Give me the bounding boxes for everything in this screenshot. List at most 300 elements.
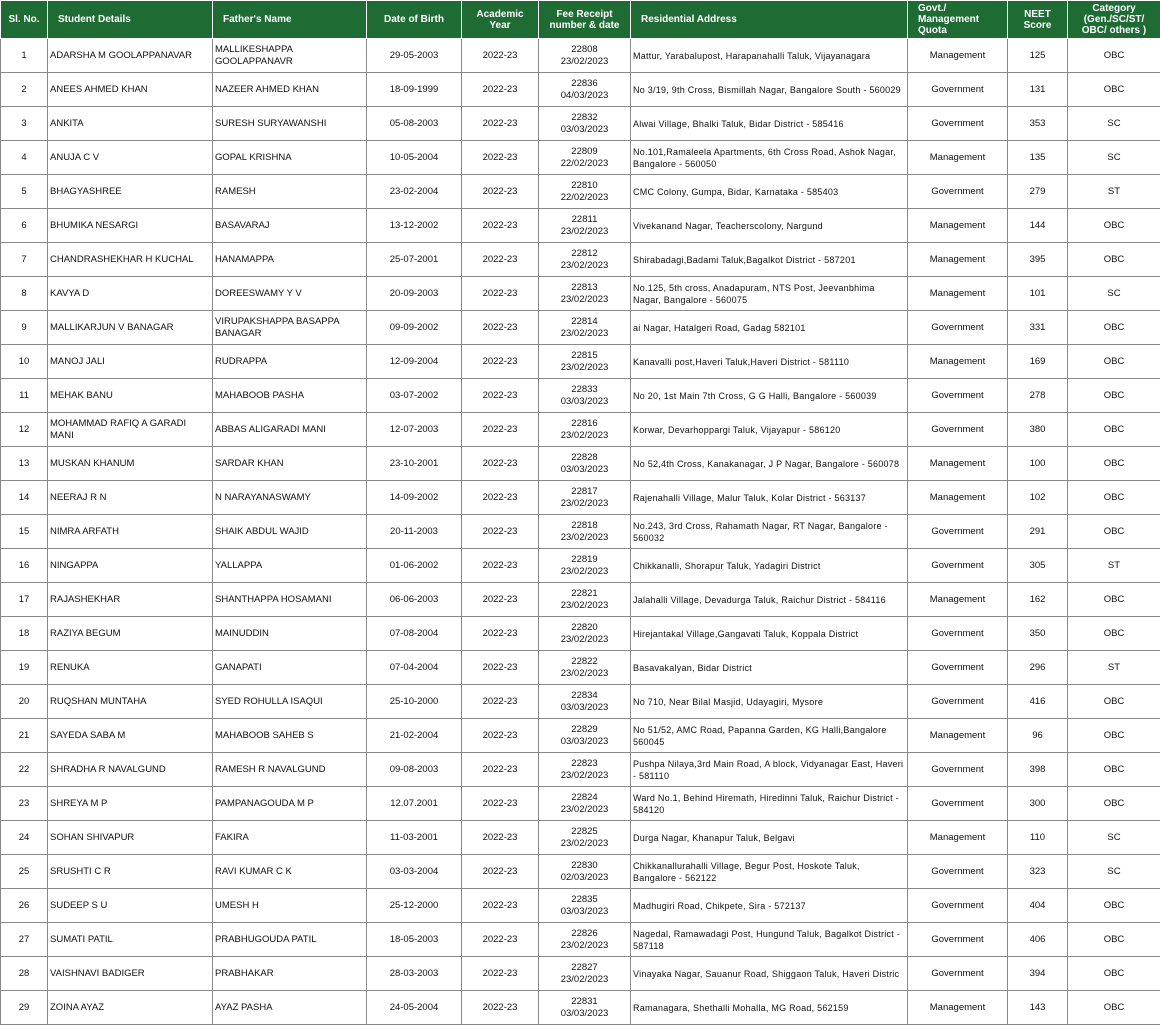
cell-address: Mattur, Yarabalupost, Harapanahalli Taluk, Vijayanagara (631, 39, 908, 73)
cell-address: No 710, Near Bilal Masjid, Udayagiri, Mysore (631, 685, 908, 719)
cell-student-name: RAJASHEKHAR (48, 583, 213, 617)
cell-quota: Management (908, 243, 1008, 277)
cell-sl-no: 17 (1, 583, 48, 617)
receipt-number: 22829 (571, 723, 598, 735)
cell-father-name: SURESH SURYAWANSHI (213, 107, 367, 141)
table-row (1, 515, 1160, 549)
cell-date-of-birth: 01-06-2002 (367, 549, 462, 583)
table-row (1, 617, 1160, 651)
receipt-date: 23/02/2023 (560, 327, 609, 339)
cell-father-name: MAINUDDIN (213, 617, 367, 651)
table-row (1, 345, 1160, 379)
header-category: Category (Gen./SC/ST/ OBC/ others ) (1068, 1, 1160, 39)
cell-fee-receipt (539, 821, 631, 855)
cell-quota: Government (908, 379, 1008, 413)
cell-fee-receipt (539, 549, 631, 583)
cell-sl-no: 11 (1, 379, 48, 413)
cell-date-of-birth: 12.07.2001 (367, 787, 462, 821)
cell-quota: Government (908, 549, 1008, 583)
cell-neet-score: 300 (1008, 787, 1068, 821)
cell-sl-no: 3 (1, 107, 48, 141)
table-row (1, 243, 1160, 277)
receipt-number: 22808 (571, 43, 598, 55)
cell-fee-receipt (539, 243, 631, 277)
header-neet-score: NEET Score (1008, 1, 1068, 39)
cell-academic-year: 2022-23 (462, 175, 539, 209)
table-row (1, 753, 1160, 787)
cell-fee-receipt (539, 583, 631, 617)
cell-father-name: MALLIKESHAPPA GOOLAPPANAVR (213, 39, 367, 73)
receipt-number: 22811 (571, 213, 598, 225)
cell-sl-no: 24 (1, 821, 48, 855)
cell-date-of-birth: 10-05-2004 (367, 141, 462, 175)
cell-address: Jalahalli Village, Devadurga Taluk, Raichur District - 584116 (631, 583, 908, 617)
table-row (1, 73, 1160, 107)
cell-academic-year: 2022-23 (462, 39, 539, 73)
cell-quota: Government (908, 651, 1008, 685)
cell-category: OBC (1068, 787, 1160, 821)
cell-fee-receipt (539, 379, 631, 413)
table-row (1, 39, 1160, 73)
cell-category: OBC (1068, 379, 1160, 413)
cell-date-of-birth: 14-09-2002 (367, 481, 462, 515)
cell-fee-receipt (539, 617, 631, 651)
cell-father-name: BASAVARAJ (213, 209, 367, 243)
cell-date-of-birth: 11-03-2001 (367, 821, 462, 855)
cell-neet-score: 101 (1008, 277, 1068, 311)
table-header (1, 1, 1160, 39)
cell-student-name: SUMATI PATIL (48, 923, 213, 957)
cell-father-name: PRABHAKAR (213, 957, 367, 991)
cell-quota: Government (908, 787, 1008, 821)
cell-fee-receipt (539, 719, 631, 753)
cell-quota: Government (908, 923, 1008, 957)
cell-category: OBC (1068, 719, 1160, 753)
receipt-number: 22824 (571, 791, 598, 803)
cell-sl-no: 7 (1, 243, 48, 277)
cell-fee-receipt (539, 787, 631, 821)
table-row (1, 719, 1160, 753)
cell-sl-no: 20 (1, 685, 48, 719)
cell-category: ST (1068, 549, 1160, 583)
cell-father-name: SHANTHAPPA HOSAMANI (213, 583, 367, 617)
cell-student-name: NIMRA ARFATH (48, 515, 213, 549)
receipt-date: 23/02/2023 (560, 497, 609, 509)
cell-academic-year: 2022-23 (462, 277, 539, 311)
receipt-number: 22821 (571, 587, 598, 599)
cell-address: Korwar, Devarhoppargi Taluk, Vijayapur - 586120 (631, 413, 908, 447)
cell-student-name: ADARSHA M GOOLAPPANAVAR (48, 39, 213, 73)
receipt-number: 22830 (571, 859, 598, 871)
cell-neet-score: 323 (1008, 855, 1068, 889)
cell-category: OBC (1068, 73, 1160, 107)
cell-academic-year: 2022-23 (462, 651, 539, 685)
cell-category: SC (1068, 141, 1160, 175)
cell-academic-year: 2022-23 (462, 515, 539, 549)
cell-neet-score: 353 (1008, 107, 1068, 141)
header-fee-receipt: Fee Receipt number & date (539, 1, 631, 39)
cell-fee-receipt (539, 957, 631, 991)
receipt-number: 22833 (571, 383, 598, 395)
cell-father-name: ABBAS ALIGARADI MANI (213, 413, 367, 447)
cell-quota: Management (908, 991, 1008, 1025)
cell-sl-no: 6 (1, 209, 48, 243)
cell-quota: Management (908, 583, 1008, 617)
cell-student-name: RAZIYA BEGUM (48, 617, 213, 651)
table-row (1, 107, 1160, 141)
cell-academic-year: 2022-23 (462, 243, 539, 277)
cell-father-name: RAMESH R NAVALGUND (213, 753, 367, 787)
receipt-date: 23/02/2023 (560, 429, 609, 441)
cell-fee-receipt (539, 73, 631, 107)
table-row (1, 481, 1160, 515)
cell-father-name: UMESH H (213, 889, 367, 923)
cell-father-name: HANAMAPPA (213, 243, 367, 277)
cell-academic-year: 2022-23 (462, 923, 539, 957)
cell-address: Ward No.1, Behind Hiremath, Hiredinni Taluk, Raichur District - 584120 (631, 787, 908, 821)
cell-father-name: GOPAL KRISHNA (213, 141, 367, 175)
cell-category: OBC (1068, 481, 1160, 515)
table-row (1, 821, 1160, 855)
receipt-number: 22816 (571, 417, 598, 429)
cell-fee-receipt (539, 175, 631, 209)
cell-date-of-birth: 07-04-2004 (367, 651, 462, 685)
cell-quota: Management (908, 209, 1008, 243)
receipt-number: 22836 (571, 77, 598, 89)
cell-quota: Government (908, 107, 1008, 141)
cell-fee-receipt (539, 311, 631, 345)
cell-category: OBC (1068, 345, 1160, 379)
cell-quota: Management (908, 141, 1008, 175)
cell-quota: Government (908, 413, 1008, 447)
receipt-date: 23/02/2023 (560, 225, 609, 237)
receipt-date: 23/02/2023 (560, 803, 609, 815)
receipt-date: 03/03/2023 (560, 735, 609, 747)
receipt-date: 03/03/2023 (560, 123, 609, 135)
table-row (1, 209, 1160, 243)
receipt-number: 22823 (571, 757, 598, 769)
receipt-number: 22814 (571, 315, 598, 327)
cell-sl-no: 22 (1, 753, 48, 787)
cell-address: Ramanagara, Shethalli Mohalla, MG Road, 562159 (631, 991, 908, 1025)
cell-category: OBC (1068, 447, 1160, 481)
cell-date-of-birth: 12-07-2003 (367, 413, 462, 447)
receipt-date: 23/02/2023 (560, 599, 609, 611)
cell-category: OBC (1068, 515, 1160, 549)
cell-address: Chikkanalli, Shorapur Taluk, Yadagiri District (631, 549, 908, 583)
cell-sl-no: 18 (1, 617, 48, 651)
receipt-number: 22820 (571, 621, 598, 633)
receipt-number: 22832 (571, 111, 598, 123)
cell-neet-score: 110 (1008, 821, 1068, 855)
cell-date-of-birth: 18-05-2003 (367, 923, 462, 957)
receipt-date: 02/03/2023 (560, 871, 609, 883)
cell-academic-year: 2022-23 (462, 753, 539, 787)
cell-neet-score: 162 (1008, 583, 1068, 617)
cell-address: Durga Nagar, Khanapur Taluk, Belgavi (631, 821, 908, 855)
cell-father-name: SYED ROHULLA ISAQUI (213, 685, 367, 719)
cell-category: OBC (1068, 957, 1160, 991)
cell-quota: Government (908, 311, 1008, 345)
cell-category: ST (1068, 651, 1160, 685)
receipt-date: 22/02/2023 (560, 191, 609, 203)
cell-student-name: BHUMIKA NESARGI (48, 209, 213, 243)
cell-academic-year: 2022-23 (462, 991, 539, 1025)
cell-date-of-birth: 03-03-2004 (367, 855, 462, 889)
receipt-date: 23/02/2023 (560, 361, 609, 373)
cell-father-name: RAVI KUMAR C K (213, 855, 367, 889)
cell-quota: Government (908, 515, 1008, 549)
cell-sl-no: 13 (1, 447, 48, 481)
cell-father-name: AYAZ PASHA (213, 991, 367, 1025)
cell-sl-no: 16 (1, 549, 48, 583)
cell-student-name: RENUKA (48, 651, 213, 685)
header-sl-no: Sl. No. (1, 1, 48, 39)
cell-neet-score: 96 (1008, 719, 1068, 753)
table-row (1, 923, 1160, 957)
cell-academic-year: 2022-23 (462, 617, 539, 651)
cell-category: OBC (1068, 991, 1160, 1025)
cell-academic-year: 2022-23 (462, 447, 539, 481)
cell-fee-receipt (539, 209, 631, 243)
receipt-date: 23/02/2023 (560, 769, 609, 781)
cell-academic-year: 2022-23 (462, 73, 539, 107)
table-row (1, 583, 1160, 617)
header-fathers-name: Father's Name (213, 1, 367, 39)
cell-neet-score: 135 (1008, 141, 1068, 175)
cell-sl-no: 28 (1, 957, 48, 991)
cell-academic-year: 2022-23 (462, 209, 539, 243)
cell-category: OBC (1068, 685, 1160, 719)
cell-student-name: NEERAJ R N (48, 481, 213, 515)
cell-sl-no: 9 (1, 311, 48, 345)
cell-father-name: YALLAPPA (213, 549, 367, 583)
cell-date-of-birth: 24-05-2004 (367, 991, 462, 1025)
cell-address: No 52,4th Cross, Kanakanagar, J P Nagar, Bangalore - 560078 (631, 447, 908, 481)
receipt-number: 22831 (571, 995, 598, 1007)
cell-student-name: ANKITA (48, 107, 213, 141)
cell-neet-score: 125 (1008, 39, 1068, 73)
cell-academic-year: 2022-23 (462, 141, 539, 175)
table-row (1, 991, 1160, 1025)
cell-quota: Government (908, 175, 1008, 209)
cell-date-of-birth: 20-11-2003 (367, 515, 462, 549)
cell-fee-receipt (539, 515, 631, 549)
cell-neet-score: 331 (1008, 311, 1068, 345)
table-row (1, 311, 1160, 345)
cell-student-name: MOHAMMAD RAFIQ A GARADI MANI (48, 413, 213, 447)
cell-sl-no: 5 (1, 175, 48, 209)
cell-date-of-birth: 06-06-2003 (367, 583, 462, 617)
table-row (1, 379, 1160, 413)
cell-category: OBC (1068, 583, 1160, 617)
header-date-of-birth: Date of Birth (367, 1, 462, 39)
receipt-number: 22825 (571, 825, 598, 837)
table-body (1, 39, 1160, 1025)
cell-student-name: CHANDRASHEKHAR H KUCHAL (48, 243, 213, 277)
cell-address: No.243, 3rd Cross, Rahamath Nagar, RT Nagar, Bangalore - 560032 (631, 515, 908, 549)
cell-sl-no: 15 (1, 515, 48, 549)
cell-neet-score: 406 (1008, 923, 1068, 957)
cell-father-name: FAKIRA (213, 821, 367, 855)
cell-quota: Management (908, 821, 1008, 855)
cell-sl-no: 14 (1, 481, 48, 515)
cell-student-name: BHAGYASHREE (48, 175, 213, 209)
cell-date-of-birth: 12-09-2004 (367, 345, 462, 379)
cell-father-name: MAHABOOB PASHA (213, 379, 367, 413)
cell-academic-year: 2022-23 (462, 583, 539, 617)
cell-fee-receipt (539, 447, 631, 481)
receipt-date: 23/02/2023 (560, 973, 609, 985)
cell-address: Vinayaka Nagar, Sauanur Road, Shiggaon Taluk, Haveri Distric (631, 957, 908, 991)
cell-student-name: SRUSHTI C R (48, 855, 213, 889)
cell-address: Madhugiri Road, Chikpete, Sira - 572137 (631, 889, 908, 923)
cell-category: OBC (1068, 617, 1160, 651)
cell-academic-year: 2022-23 (462, 549, 539, 583)
table-row (1, 141, 1160, 175)
cell-father-name: SARDAR KHAN (213, 447, 367, 481)
cell-category: OBC (1068, 311, 1160, 345)
cell-fee-receipt (539, 651, 631, 685)
cell-fee-receipt (539, 481, 631, 515)
cell-fee-receipt (539, 107, 631, 141)
cell-sl-no: 4 (1, 141, 48, 175)
cell-student-name: MANOJ JALI (48, 345, 213, 379)
cell-sl-no: 2 (1, 73, 48, 107)
cell-category: ST (1068, 175, 1160, 209)
cell-fee-receipt (539, 39, 631, 73)
cell-address: Chikkanallurahalli Village, Begur Post, Hoskote Taluk, Bangalore - 562122 (631, 855, 908, 889)
cell-neet-score: 404 (1008, 889, 1068, 923)
cell-academic-year: 2022-23 (462, 311, 539, 345)
cell-neet-score: 169 (1008, 345, 1068, 379)
cell-neet-score: 350 (1008, 617, 1068, 651)
receipt-date: 03/03/2023 (560, 395, 609, 407)
cell-neet-score: 279 (1008, 175, 1068, 209)
table-row (1, 447, 1160, 481)
cell-address: Alwai Village, Bhalki Taluk, Bidar District - 585416 (631, 107, 908, 141)
cell-category: OBC (1068, 243, 1160, 277)
receipt-number: 22827 (571, 961, 598, 973)
cell-neet-score: 144 (1008, 209, 1068, 243)
cell-student-name: SOHAN SHIVAPUR (48, 821, 213, 855)
cell-category: OBC (1068, 413, 1160, 447)
cell-student-name: RUQSHAN MUNTAHA (48, 685, 213, 719)
cell-address: Vivekanand Nagar, Teacherscolony, Nargund (631, 209, 908, 243)
cell-father-name: PRABHUGOUDA PATIL (213, 923, 367, 957)
cell-academic-year: 2022-23 (462, 481, 539, 515)
cell-neet-score: 131 (1008, 73, 1068, 107)
cell-neet-score: 398 (1008, 753, 1068, 787)
receipt-number: 22826 (571, 927, 598, 939)
cell-address: Basavakalyan, Bidar District (631, 651, 908, 685)
receipt-date: 23/02/2023 (560, 633, 609, 645)
cell-quota: Government (908, 855, 1008, 889)
cell-academic-year: 2022-23 (462, 821, 539, 855)
cell-father-name: MAHABOOB SAHEB S (213, 719, 367, 753)
table-row (1, 651, 1160, 685)
cell-academic-year: 2022-23 (462, 413, 539, 447)
cell-date-of-birth: 25-10-2000 (367, 685, 462, 719)
cell-address: No 20, 1st Main 7th Cross, G G Halli, Bangalore - 560039 (631, 379, 908, 413)
cell-sl-no: 12 (1, 413, 48, 447)
header-academic-year: Academic Year (462, 1, 539, 39)
cell-quota: Government (908, 73, 1008, 107)
cell-academic-year: 2022-23 (462, 379, 539, 413)
cell-academic-year: 2022-23 (462, 719, 539, 753)
cell-academic-year: 2022-23 (462, 107, 539, 141)
receipt-number: 22813 (571, 281, 598, 293)
cell-category: OBC (1068, 923, 1160, 957)
receipt-number: 22812 (571, 247, 598, 259)
cell-category: OBC (1068, 753, 1160, 787)
receipt-date: 03/03/2023 (560, 463, 609, 475)
cell-student-name: MALLIKARJUN V BANAGAR (48, 311, 213, 345)
cell-date-of-birth: 09-08-2003 (367, 753, 462, 787)
table-row (1, 413, 1160, 447)
cell-fee-receipt (539, 345, 631, 379)
receipt-number: 22834 (571, 689, 598, 701)
cell-date-of-birth: 13-12-2002 (367, 209, 462, 243)
cell-sl-no: 27 (1, 923, 48, 957)
cell-address: Nagedal, Ramawadagi Post, Hungund Taluk, Bagalkot District - 587118 (631, 923, 908, 957)
cell-neet-score: 278 (1008, 379, 1068, 413)
table-row (1, 855, 1160, 889)
receipt-date: 03/03/2023 (560, 701, 609, 713)
cell-father-name: RUDRAPPA (213, 345, 367, 379)
cell-date-of-birth: 21-02-2004 (367, 719, 462, 753)
receipt-date: 23/02/2023 (560, 259, 609, 271)
cell-quota: Government (908, 685, 1008, 719)
cell-category: SC (1068, 107, 1160, 141)
cell-date-of-birth: 07-08-2004 (367, 617, 462, 651)
cell-category: SC (1068, 277, 1160, 311)
table-row (1, 685, 1160, 719)
cell-sl-no: 26 (1, 889, 48, 923)
cell-date-of-birth: 25-07-2001 (367, 243, 462, 277)
cell-date-of-birth: 23-02-2004 (367, 175, 462, 209)
cell-quota: Government (908, 753, 1008, 787)
receipt-number: 22835 (571, 893, 598, 905)
cell-neet-score: 143 (1008, 991, 1068, 1025)
cell-date-of-birth: 05-08-2003 (367, 107, 462, 141)
cell-quota: Government (908, 957, 1008, 991)
receipt-date: 23/02/2023 (560, 531, 609, 543)
cell-sl-no: 19 (1, 651, 48, 685)
cell-fee-receipt (539, 889, 631, 923)
cell-father-name: PAMPANAGOUDA M P (213, 787, 367, 821)
cell-address: No 3/19, 9th Cross, Bismillah Nagar, Bangalore South - 560029 (631, 73, 908, 107)
cell-date-of-birth: 29-05-2003 (367, 39, 462, 73)
cell-fee-receipt (539, 413, 631, 447)
cell-student-name: SAYEDA SABA M (48, 719, 213, 753)
cell-quota: Management (908, 719, 1008, 753)
cell-sl-no: 21 (1, 719, 48, 753)
cell-sl-no: 29 (1, 991, 48, 1025)
cell-date-of-birth: 25-12-2000 (367, 889, 462, 923)
receipt-date: 23/02/2023 (560, 939, 609, 951)
receipt-number: 22817 (571, 485, 598, 497)
cell-student-name: ZOINA AYAZ (48, 991, 213, 1025)
receipt-date: 03/03/2023 (560, 1007, 609, 1019)
cell-father-name: DOREESWAMY Y V (213, 277, 367, 311)
cell-father-name: NAZEER AHMED KHAN (213, 73, 367, 107)
cell-student-name: KAVYA D (48, 277, 213, 311)
receipt-number: 22819 (571, 553, 598, 565)
cell-category: OBC (1068, 889, 1160, 923)
cell-date-of-birth: 09-09-2002 (367, 311, 462, 345)
cell-father-name: GANAPATI (213, 651, 367, 685)
